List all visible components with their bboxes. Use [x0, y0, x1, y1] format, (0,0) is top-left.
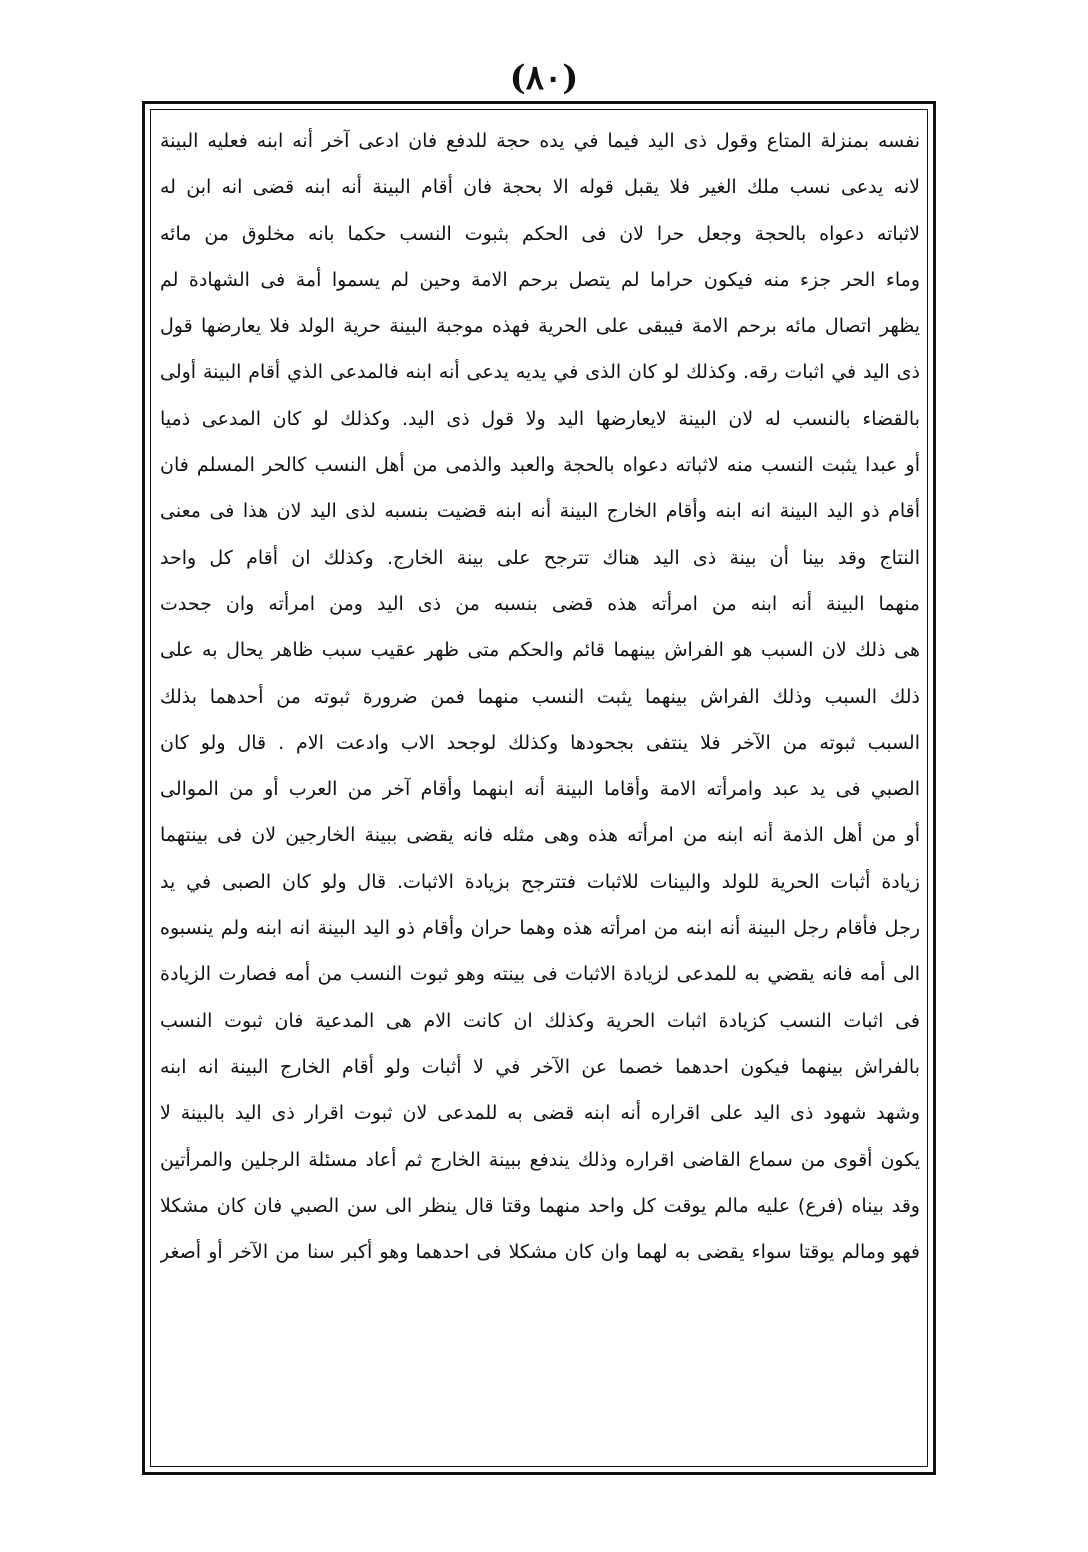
text-line: يكون أقوى من سماع القاضى اقراره وذلك يندفع ببينة الخارج ثم أعاد مسئلة الرجلين والمرأتين [160, 1148, 920, 1171]
text-line: رجل فأقام رجل البينة أنه ابنه من امرأته هذه وهما حران وأقام ذو اليد البينة انه ابنه ولم ينسبوه [160, 917, 920, 940]
text-line: السبب ثبوته من الآخر فلا ينتفى بجحودها وكذلك لوجحد الاب وادعت الام . قال ولو كان [160, 731, 920, 754]
text-line: هى ذلك لان السبب هو الفراش بينهما قائم والحكم متى ظهر عقيب سبب ظاهر يحال به على [160, 639, 920, 662]
text-line: الى أمه فانه يقضي به للمدعى لزيادة الاثبات فى بينته وهو ثبوت النسب من أمه فصارت الزيادة [160, 963, 920, 986]
text-line: لانه يدعى نسب ملك الغير فلا يقبل قوله الا بحجة فان أقام البينة أنه ابنه قضى انه ابن له [160, 176, 920, 199]
text-line: منهما البينة أنه ابنه من امرأته هذه قضى بنسبه من ذى اليد ومن امرأته وان جحدت [160, 592, 920, 615]
text-line: أو من أهل الذمة أنه ابنه من امرأته هذه وهى مثله فانه يقضى ببينة الخارجين لان فى بينتهما [160, 824, 920, 847]
text-line: ذى اليد في اثبات رقه. وكذلك لو كان الذى في يديه يدعى أنه ابنه فالمدعى الذي أقام البينة أولى [160, 361, 920, 384]
text-line: وماء الحر جزء منه فيكون حراما لم يتصل برحم الامة وحين لم يسموا أمة فى الشهادة لم [160, 268, 920, 291]
page-number: (٨٠) [509, 58, 579, 98]
text-line: الصبي فى يد عبد وامرأته الامة وأقاما البينة أنه ابنهما وأقام آخر من العرب أو من الموالى [160, 778, 920, 801]
text-line: وقد بيناه (فرع) عليه مالم يوقت كل واحد منهما وقتا قال ينظر الى سن الصبي فان كان مشكلا [160, 1194, 920, 1217]
text-line: نفسه بمنزلة المتاع وقول ذى اليد فيما في يده حجة للدفع فان ادعى آخر أنه ابنه فعليه البينة [160, 130, 920, 152]
text-line: ذلك السبب وذلك الفراش بينهما يثبت النسب منهما فمن ضرورة ثبوته من أحدهما بذلك [160, 685, 920, 708]
text-line: أو عبدا يثبت النسب منه لاثباته دعواه بالحجة والعبد والذمى من أهل النسب كالحر المسلم فان [160, 454, 920, 477]
text-line: زيادة أثبات الحرية للولد والبينات للاثبات فتترجح بزيادة الاثبات. قال ولو كان الصبى في يد [160, 870, 920, 893]
text-line: يظهر اتصال مائه برحم الامة فيبقى على الحرية فهذه موجبة البينة حرية الولد فلا يعارضها قول [160, 315, 920, 338]
text-line: بالفراش بينهما فيكون احدهما خصما عن الآخر في لا أثبات ولو أقام الخارج البينة انه ابنه [160, 1055, 920, 1078]
text-line: فهو ومالم يوقتا سواء يقضى به لهما وان كان مشكلا فى احدهما وهو أكبر سنا من الآخر أو أصغر [160, 1241, 920, 1264]
text-line: وشهد شهود ذى اليد على اقراره أنه ابنه قضى به للمدعى لان ثبوت اقرار ذى اليد بالبينة لا [160, 1102, 920, 1125]
text-line: النتاج وقد بينا أن بينة ذى اليد هناك تترجح على بينة الخارج. وكذلك ان أقام كل واحد [160, 546, 920, 569]
body-text [160, 118, 920, 1462]
text-line: أقام ذو اليد البينة انه ابنه وأقام الخارج البينة أنه ابنه قضيت بنسبه لذى اليد لان هذا فى معنى [160, 500, 920, 523]
text-line: بالقضاء بالنسب له لان البينة لايعارضها اليد ولا قول ذى اليد. وكذلك لو كان المدعى ذميا [160, 407, 920, 430]
text-line: فى اثبات النسب كزيادة اثبات الحرية وكذلك ان كانت الام هى المدعية فان ثبوت النسب [160, 1009, 920, 1032]
text-line: لاثباته دعواه بالحجة وجعل حرا لان فى الحكم بثبوت النسب حكما بانه مخلوق من مائه [160, 222, 920, 245]
